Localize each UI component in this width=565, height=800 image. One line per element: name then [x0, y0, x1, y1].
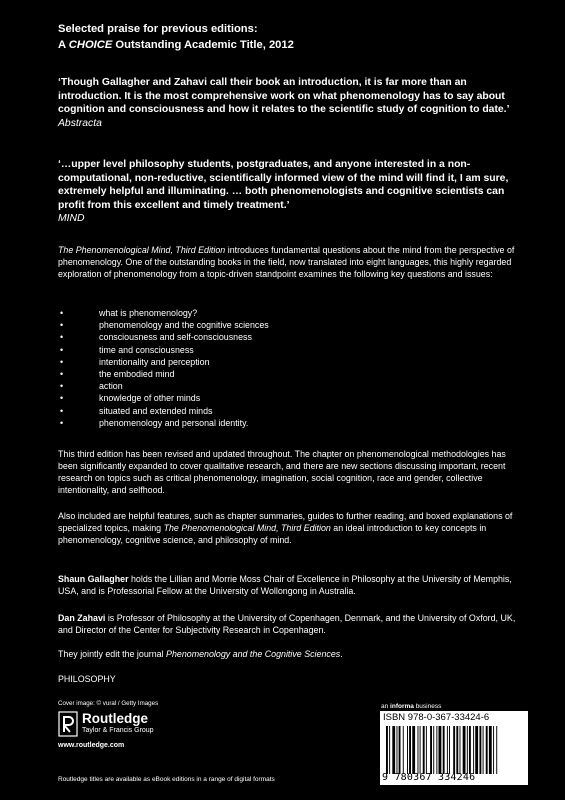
subject-category: PHILOSOPHY	[58, 674, 116, 684]
barcode-bar	[456, 726, 458, 774]
intro-paragraph: The Phenomenological Mind, Third Edition introduces fundamental questions about the mind from the perspective of phenomenology. One of the outstanding books in the field, now translated into eight languages, this highly regarded exploration of phenomenology from a topic-driven standpoint examines the following key questions and issues:	[58, 245, 515, 280]
quote-text: ‘Though Gallagher and Zahavi call their book an introduction, it is far more than an introduction. It is the most comprehensive work on what phenomenology has to say about cognition and consciousness and how it relates to the scientific study of cognition to date.’	[58, 77, 510, 116]
barcode-bar	[392, 726, 395, 774]
barcode-bar	[433, 726, 434, 774]
barcode-bar	[399, 726, 401, 774]
quote-source: Abstracta	[58, 117, 102, 129]
barcode-bar	[403, 726, 404, 774]
bullet-icon: •	[60, 356, 64, 367]
list-item: • situated and extended minds	[60, 405, 213, 416]
praise-title: Selected praise for previous editions:	[58, 23, 258, 35]
list-item: • consciousness and self-consciousness	[60, 332, 252, 343]
bullet-icon: •	[60, 344, 64, 355]
list-item: • what is phenomenology?	[60, 308, 198, 318]
barcode-bar	[407, 726, 408, 774]
ebook-note: Routledge titles are available as eBook editions in a range of digital formats	[58, 776, 275, 783]
barcode-bar	[483, 726, 484, 774]
bullet-icon: •	[60, 308, 64, 318]
publisher-group: Taylor & Francis Group	[82, 727, 154, 734]
quote-text: ‘…upper level philosophy students, postgraduates, and anyone interested in a non-computational, non-reductive, scientifically informed view of the mind will find it, I am sure, extremely helpful and illuminating. … both phenomenologists and cognitive scientists can profit from this excellent and timely treatment.’	[58, 159, 509, 211]
journal-note: They jointly edit the journal Phenomenology and the Cognitive Sciences.	[58, 649, 343, 659]
barcode-bar	[489, 726, 492, 774]
list-item: • time and consciousness	[60, 344, 194, 355]
review-quote-2	[58, 158, 528, 226]
barcode-bar	[386, 726, 388, 774]
barcode-bar	[473, 726, 474, 774]
bullet-icon: •	[60, 381, 64, 392]
choice-award: A CHOICE Outstanding Academic Title, 2012	[58, 39, 294, 51]
barcode-bar	[436, 726, 437, 774]
topics-list	[58, 307, 498, 429]
isbn-label: ISBN 978-0-367-33424-6	[383, 712, 490, 723]
barcode-bar	[426, 726, 427, 774]
features-paragraph: Also included are helpful features, such as chapter summaries, guides to further reading, and boxed explanations of specialized topics, making The Phenomenological Mind, Third Edition an ideal introduction to key concepts in phenomenology, cognitive science, and philosophy of mind.	[58, 511, 513, 546]
barcode-bar	[443, 726, 445, 774]
routledge-logo-icon	[58, 711, 78, 737]
edition-paragraph: This third edition has been revised and updated throughout. The chapter on phenomenological methodologies has been significantly expanded to cover qualitative research, and there are new sections discussing important, recent research on topics such as critical phenomenology, imagination, social cognition, race and gender, collective intentionality, and selfhood.	[58, 449, 506, 496]
author-name: Dan Zahavi	[58, 613, 106, 623]
author-name: Shaun Gallagher	[58, 574, 129, 584]
list-item: • intentionality and perception	[60, 356, 210, 367]
choice-emph: CHOICE	[68, 39, 113, 51]
list-item: • phenomenology and the cognitive sciences	[60, 320, 269, 331]
barcode-digits: 9 780367 334246	[382, 772, 476, 783]
bullet-icon: •	[60, 369, 64, 380]
barcode-bar	[447, 726, 448, 774]
barcode-bar	[496, 726, 497, 774]
book-title: The Phenomenological Mind, Third Edition	[163, 523, 331, 534]
review-quote-1	[58, 76, 528, 130]
cover-image-credit: Cover image: © vural / Getty Images	[58, 700, 159, 707]
author-bio-1: Shaun Gallagher holds the Lillian and Morrie Moss Chair of Excellence in Philosophy at the University of Memphis, USA, and is Professorial Fellow at the University of Wollongong in Australia.	[58, 574, 512, 597]
barcode-bar	[389, 726, 390, 774]
barcode-icon	[384, 726, 524, 774]
bullet-icon: •	[60, 332, 64, 343]
barcode-bar	[467, 726, 468, 774]
barcode-bar	[423, 726, 425, 774]
barcode-bar	[412, 726, 415, 774]
bullet-icon: •	[60, 320, 64, 331]
list-item: • the embodied mind	[60, 369, 175, 380]
author-bio-2: Dan Zahavi is Professor of Philosophy at the University of Copenhagen, Denmark, and the University of Oxford, UK, and Director of the Center for Subjectivity Research in Copenhagen.	[58, 613, 516, 636]
barcode-bar	[460, 726, 461, 774]
publisher-website: www.routledge.com	[58, 742, 125, 749]
publisher-name: Routledge	[82, 711, 148, 726]
barcode-bar	[463, 726, 466, 774]
barcode-bar	[420, 726, 421, 774]
informa-tag: an informa business	[381, 703, 442, 710]
book-title: The Phenomenological Mind, Third Edition	[58, 245, 226, 255]
bullet-icon: •	[60, 417, 64, 428]
barcode-bar	[486, 726, 488, 774]
bullet-icon: •	[60, 405, 64, 416]
barcode-bar	[409, 726, 411, 774]
praise-heading	[58, 21, 294, 53]
barcode-bar	[475, 726, 478, 774]
bullet-icon: •	[60, 393, 64, 404]
barcode-bar	[397, 726, 398, 774]
list-item: • action	[60, 381, 123, 392]
quote-source: MIND	[58, 213, 85, 225]
list-item: • phenomenology and personal identity.	[60, 417, 249, 428]
publisher-logo	[58, 711, 208, 737]
barcode-bar	[430, 726, 432, 774]
barcode-bar	[469, 726, 471, 774]
barcode-bar	[418, 726, 419, 774]
informa-brand: informa	[390, 703, 414, 710]
barcode-bar	[453, 726, 455, 774]
barcode-bar	[439, 726, 442, 774]
barcode-bar	[479, 726, 481, 774]
isbn-barcode	[380, 711, 528, 785]
journal-title: Phenomenology and the Cognitive Sciences	[166, 649, 341, 659]
list-item: • knowledge of other minds	[60, 393, 201, 404]
barcode-bar	[449, 726, 450, 774]
barcode-bar	[493, 726, 494, 774]
